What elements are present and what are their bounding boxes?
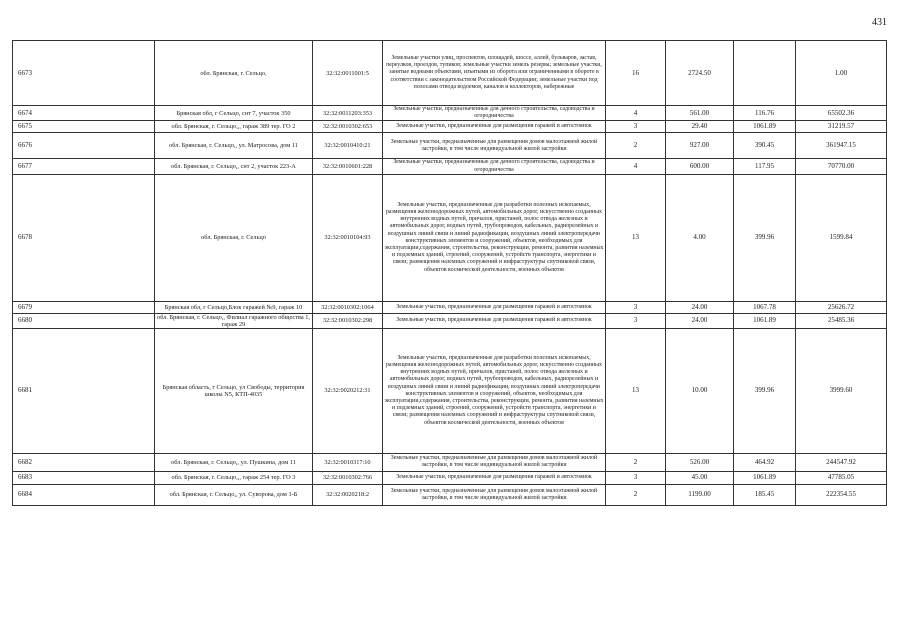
cell-address: обл. Брянская, г. Сельцо,, Филиал гаражного общества 1, гараж 29 <box>155 313 313 328</box>
cell-record-number: 6683 <box>13 471 155 484</box>
cell-cadastral-value: 70770.00 <box>796 159 887 174</box>
cell-address: обл. Брянская, г. Сельцо,, ул. Пушкина, дом 11 <box>155 453 313 471</box>
table-row <box>13 484 887 505</box>
cell-record-number: 6678 <box>13 174 155 301</box>
cell-group-number: 4 <box>606 106 666 121</box>
cell-area: 600.00 <box>666 159 734 174</box>
cell-cadastral-number: 32:32:0020212:31 <box>313 328 383 453</box>
cell-group-number: 3 <box>606 301 666 313</box>
cell-area: 24.00 <box>666 313 734 328</box>
table-row <box>13 328 887 453</box>
cell-cadastral-value: 31219.57 <box>796 121 887 133</box>
cell-area: 10.00 <box>666 328 734 453</box>
cell-cadastral-value: 25626.72 <box>796 301 887 313</box>
cell-group-number: 16 <box>606 41 666 106</box>
cell-area: 45.00 <box>666 471 734 484</box>
cell-land-use-type: Земельные участки, предназначенные для дачного строительства, садоводства и огородничества <box>383 106 606 121</box>
cell-group-number: 2 <box>606 453 666 471</box>
cell-land-use-type: Земельные участки улиц, проспектов, площадей, шоссе, аллей, бульваров, застав, переулков, проездов, тупиков; земельные участки земель резерва; земельные участки, занятые водными объектами, изъятыми из оборота или ограниченными в обороте в соответствии с законодательством Российской Федерации; земельные участки под полосами отвода водоемов, каналов и коллекторов, набережные <box>383 41 606 106</box>
cadastral-value-table <box>12 40 887 506</box>
cell-group-number: 2 <box>606 133 666 159</box>
cell-address: обл. Брянская, г. Сельцо,,, гараж 254 тер. ГО 3 <box>155 471 313 484</box>
table-row <box>13 301 887 313</box>
cell-area: 4.00 <box>666 174 734 301</box>
cell-specific-value: 116.76 <box>734 106 796 121</box>
cell-specific-value: 117.95 <box>734 159 796 174</box>
cell-record-number: 6677 <box>13 159 155 174</box>
cell-cadastral-value: 25485.36 <box>796 313 887 328</box>
page-number: 431 <box>872 17 887 28</box>
cell-record-number: 6680 <box>13 313 155 328</box>
cell-cadastral-number: 32:32:0011203:353 <box>313 106 383 121</box>
cell-cadastral-value: 65502.36 <box>796 106 887 121</box>
cell-specific-value: 399.96 <box>734 328 796 453</box>
table-row <box>13 313 887 328</box>
table-row <box>13 471 887 484</box>
cell-land-use-type: Земельные участки, предназначенные для размещения домов малоэтажной жилой застройки, в том числе индивидуальной жилой застройки <box>383 453 606 471</box>
table-body <box>13 41 887 506</box>
cell-address: обл. Брянская, г. Сельцо,, ул. Матросова, дом 11 <box>155 133 313 159</box>
cell-cadastral-value: 3999.60 <box>796 328 887 453</box>
table-row <box>13 106 887 121</box>
cell-area: 1199.00 <box>666 484 734 505</box>
cell-cadastral-value: 1.00 <box>796 41 887 106</box>
cell-cadastral-number: 32:32:0010410:21 <box>313 133 383 159</box>
cell-cadastral-number: 32:32:0010104:93 <box>313 174 383 301</box>
table-row <box>13 453 887 471</box>
cell-land-use-type: Земельные участки, предназначенные для размещения гаражей и автостоянок <box>383 121 606 133</box>
cell-land-use-type: Земельные участки, предназначенные для размещения гаражей и автостоянок <box>383 313 606 328</box>
cell-area: 29.40 <box>666 121 734 133</box>
cell-area: 24.00 <box>666 301 734 313</box>
cell-group-number: 3 <box>606 313 666 328</box>
cell-specific-value: 1061.89 <box>734 471 796 484</box>
cell-address: Брянская обл, г Сельцо,Блок гаражей №9, гараж 10 <box>155 301 313 313</box>
cell-cadastral-value: 47785.05 <box>796 471 887 484</box>
cell-cadastral-value: 361947.15 <box>796 133 887 159</box>
cell-record-number: 6675 <box>13 121 155 133</box>
cell-group-number: 4 <box>606 159 666 174</box>
table-row <box>13 41 887 106</box>
cell-area: 526.00 <box>666 453 734 471</box>
cell-cadastral-number: 32:32:0010317:10 <box>313 453 383 471</box>
cell-land-use-type: Земельные участки, предназначенные для размещения гаражей и автостоянок <box>383 471 606 484</box>
cell-record-number: 6681 <box>13 328 155 453</box>
cell-record-number: 6684 <box>13 484 155 505</box>
cell-land-use-type: Земельные участки, предназначенные для дачного строительства, садоводства и огородничества <box>383 159 606 174</box>
cell-area: 561.00 <box>666 106 734 121</box>
cell-cadastral-number: 32:32:0010302:1064 <box>313 301 383 313</box>
cell-group-number: 13 <box>606 174 666 301</box>
cell-address: Брянская обл, г Сельцо, снт 7, участок 350 <box>155 106 313 121</box>
cell-specific-value: 464.92 <box>734 453 796 471</box>
cell-address: обл. Брянская, г. Сельцо, <box>155 41 313 106</box>
table-row <box>13 121 887 133</box>
cell-land-use-type: Земельные участки, предназначенные для разработки полезных ископаемых, размещения железнодорожных путей, автомобильных дорог, искусственно созданных внутренних водных путей, причалов, пристаней, полос отвода железных и автомобильных дорог, водных путей, трубопроводов, кабельных, радиорелейных и воздушных линий связи и линий радиофикации, воздушных линий электропередачи конструктивных элементов и сооружений, объектов, необходимых для эксплуатации,содержания, строительства, реконструкции, ремонта, развития наземных и подземных зданий, строений, сооружений, устройств транспорта, энергетики и связи; размещения наземных сооружений и инфраструктуры спутниковой связи, объектов космической деятельности, военных объектов <box>383 174 606 301</box>
cell-group-number: 2 <box>606 484 666 505</box>
cell-record-number: 6674 <box>13 106 155 121</box>
table-row <box>13 174 887 301</box>
cell-address: обл. Брянская, г. Сельцо,, ул. Суворова, дом 1-Б <box>155 484 313 505</box>
cell-address: Брянская область, г Сельцо, ул Свободы, территория школы N5, КТП-4035 <box>155 328 313 453</box>
cell-address: обл. Брянская, г. Сельцо,,, гараж 389 тер. ГО 2 <box>155 121 313 133</box>
cell-record-number: 6682 <box>13 453 155 471</box>
cell-cadastral-number: 32:32:0010302:298 <box>313 313 383 328</box>
cell-area: 2724.50 <box>666 41 734 106</box>
cell-land-use-type: Земельные участки, предназначенные для размещения гаражей и автостоянок <box>383 301 606 313</box>
cell-cadastral-number: 32:32:0010302:766 <box>313 471 383 484</box>
cell-cadastral-value: 1599.84 <box>796 174 887 301</box>
cell-record-number: 6673 <box>13 41 155 106</box>
cell-specific-value: 185.45 <box>734 484 796 505</box>
cell-specific-value: 1067.78 <box>734 301 796 313</box>
table-row <box>13 133 887 159</box>
cell-land-use-type: Земельные участки, предназначенные для размещения домов малоэтажной жилой застройки, в том числе индивидуальной жилой застройки <box>383 133 606 159</box>
cell-specific-value: 1061.89 <box>734 313 796 328</box>
cell-cadastral-value: 222354.55 <box>796 484 887 505</box>
cell-record-number: 6679 <box>13 301 155 313</box>
cell-cadastral-value: 244547.92 <box>796 453 887 471</box>
cell-cadastral-number: 32:32:0010302:653 <box>313 121 383 133</box>
cell-area: 927.00 <box>666 133 734 159</box>
cell-cadastral-number: 32:32:0011001:5 <box>313 41 383 106</box>
cell-cadastral-number: 32:32:0010601:228 <box>313 159 383 174</box>
cell-address: обл. Брянская, г. Сельцо,, снт 2, участок 223-А <box>155 159 313 174</box>
table-row <box>13 159 887 174</box>
cell-land-use-type: Земельные участки, предназначенные для разработки полезных ископаемых, размещения железнодорожных путей, автомобильных дорог, искусственно созданных внутренних водных путей, причалов, пристаней, полос отвода железных и автомобильных дорог, водных путей, трубопроводов, кабельных, радиорелейных и воздушных линий связи и линий радиофикации, воздушных линий электропередачи конструктивных элементов и сооружений, объектов, необходимых для эксплуатации,содержания, строительства, реконструкции, ремонта, развития наземных и подземных зданий, строений, сооружений, устройств транспорта, энергетики и связи; размещения наземных сооружений и инфраструктуры спутниковой связи, объектов космической деятельности, военных объектов <box>383 328 606 453</box>
cell-land-use-type: Земельные участки, предназначенные для размещения домов малоэтажной жилой застройки, в том числе индивидуальной жилой застройки <box>383 484 606 505</box>
cell-specific-value: 1061.89 <box>734 121 796 133</box>
cell-group-number: 3 <box>606 121 666 133</box>
cell-specific-value <box>734 41 796 106</box>
cell-record-number: 6676 <box>13 133 155 159</box>
cell-specific-value: 399.96 <box>734 174 796 301</box>
cell-address: обл. Брянская, г. Сельцо <box>155 174 313 301</box>
cell-group-number: 3 <box>606 471 666 484</box>
cell-cadastral-number: 32:32:0020218:2 <box>313 484 383 505</box>
cell-group-number: 13 <box>606 328 666 453</box>
cell-specific-value: 390.45 <box>734 133 796 159</box>
